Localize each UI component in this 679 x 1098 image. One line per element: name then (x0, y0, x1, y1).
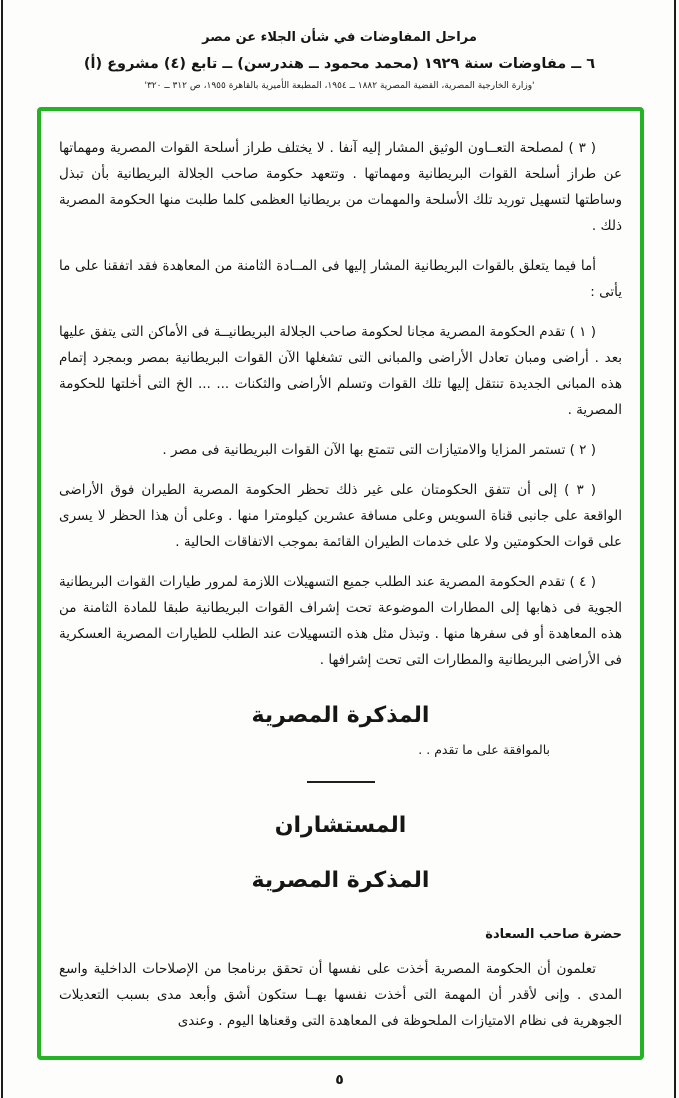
green-border-box (37, 107, 644, 1060)
doc-source-citation: 'وزارة الخارجية المصرية، القضية المصرية ١٨٨٢ ــ ١٩٥٤، المطبعة الأميرية بالقاهرة ١٩٥٥، ص ٣١٢ ــ ٣٢٠' (144, 81, 535, 91)
numbered-item-2: ( ٢ ) تستمر المزايا والامتيازات التى تتمتع بها الآن القوات البريطانية فى مصر . (162, 442, 596, 458)
salutation-line: حضرة صاحب السعادة (485, 927, 622, 942)
scan-edge-right (674, 0, 676, 1098)
numbered-item-1: ( ١ ) تقدم الحكومة المصرية مجانا لحكومة صاحب الجلالة البريطانيــة فى الأماكن التى يتفق عليها بعد . أراضى ومبان تعادل الأراضى والمبانى التى تشغلها الآن القوات البريطانية بمصر وبمجرد إتمام هذه المبانى الجديدة تنتقل إليها تلك القوات وتسلم الأراضى والثكنات ... ... الخ التى أخلتها للحكومة المصرية . (59, 324, 622, 418)
heading-egyptian-memo-bottom: المذكرة المصرية (251, 868, 430, 893)
heading-advisors: المستشاران (274, 813, 407, 838)
numbered-item-3: ( ٣ ) إلى أن تتفق الحكومتان على غير ذلك تحظر الحكومة المصرية الطيران فوق الأراضى الواقعة على جانبى قناة السويس وعلى مسافة عشرين كيلومترا منها . وعلى أن هذا الحظر لا يسرى على قوات الحكومتين ولا على خدمات الطيران القائمة بموجب الاتفاقات الحالية . (59, 482, 622, 550)
doc-subtitle: ٦ ــ مفاوضات سنة ١٩٢٩ (محمد محمود ــ هندرسن) ــ تابع (٤) مشروع (أ) (83, 56, 596, 72)
doc-title: مراحل المفاوضات في شأن الجلاء عن مصر (202, 30, 477, 45)
heading-egyptian-memo-top: المذكرة المصرية (251, 703, 430, 728)
approval-note: بالموافقة على ما تقدم . . (418, 742, 550, 757)
paragraph-clause-3: ( ٣ ) لمصلحة التعــاون الوثيق المشار إليه آنفا . لا يختلف طراز أسلحة القوات المصرية ومهماتها عن طراز أسلحة القوات البريطانية ومهماتها . وتتعهد حكومة صاحب الجلالة البريطانية بأن تبذل وساطتها لتسهيل توريد تلك الأسلحة والمهمات من بريطانيا العظمى كلما طلبت منها الحكومة المصرية ذلك . (59, 140, 622, 234)
document-header (0, 0, 679, 91)
scan-edge-left (1, 0, 3, 1098)
separator-rule (307, 781, 375, 783)
numbered-item-4: ( ٤ ) تقدم الحكومة المصرية عند الطلب جميع التسهيلات اللازمة لمرور طيارات القوات البريطانية الجوية فى ذهابها إلى المطارات الموضوعة تحت إشراف القوات البريطانية طبقا للمادة الثامنة من هذه المعاهدة أو فى سفرها منها . وتبذل مثل هذه التسهيلات عند الطلب للطيارات المصرية العسكرية فى الأراضى البريطانية والمطارات التى تحت إشرافها . (59, 574, 622, 668)
page-number: ٥ (335, 1072, 344, 1088)
paragraph-intro: أما فيما يتعلق بالقوات البريطانية المشار إليها فى المــادة الثامنة من المعاهدة فقد اتفقنا على ما يأتى : (59, 258, 622, 300)
closing-paragraph: تعلمون أن الحكومة المصرية أخذت على نفسها أن تحقق برنامجا من الإصلاحات الداخلية واسع المدى . وإنى لأقدر أن المهمة التى أخذت نفسها بهــا ستكون أشق وأبعد مدى بسبب التعديلات الجوهرية فى نظام الامتيازات الملحوظة فى المعاهدة التى وقعناها اليوم . وعندى (59, 961, 622, 1029)
page-footer (0, 1072, 679, 1098)
